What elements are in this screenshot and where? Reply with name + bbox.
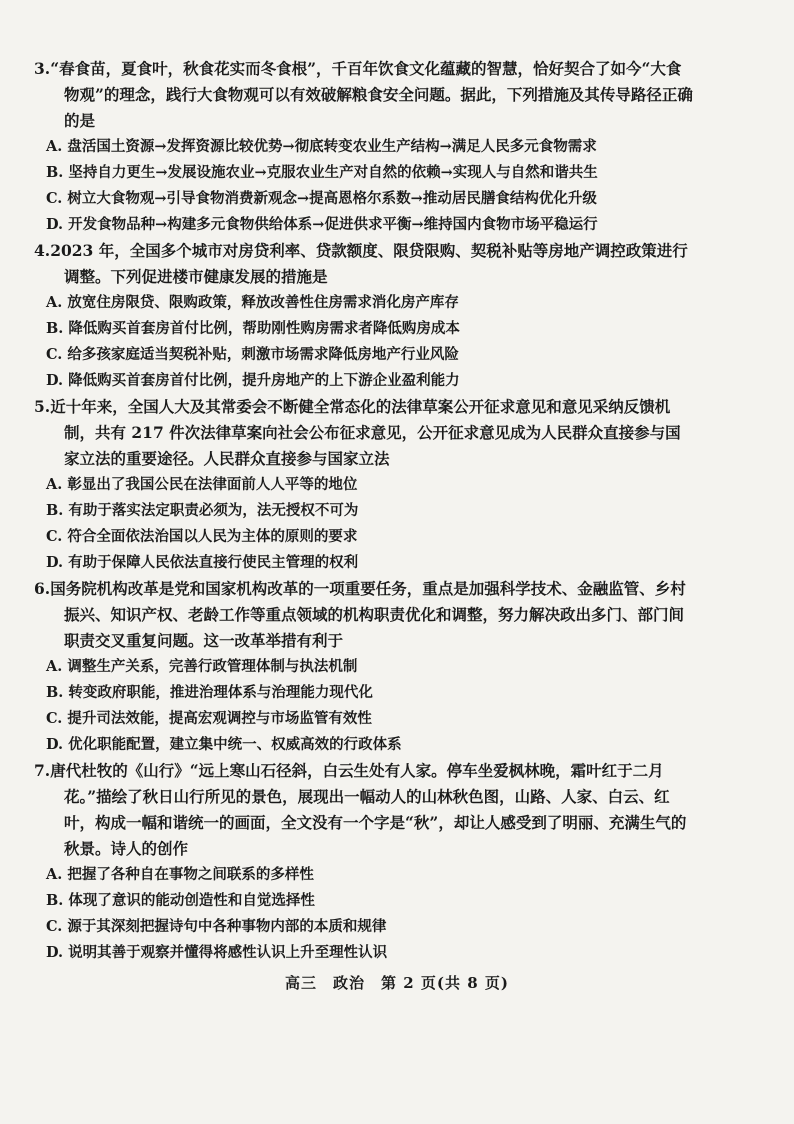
question-4 <box>34 238 694 394</box>
question-number: 3. <box>34 59 51 78</box>
question-number: 6. <box>34 579 51 598</box>
question-3 <box>34 56 694 238</box>
question-5 <box>34 394 694 576</box>
option-c: C. 提升司法效能，提高宏观调控与市场监管有效性 <box>46 710 372 727</box>
option-b: B. 坚持自力更生→发展设施农业→克服农业生产对自然的依赖→实现人与自然和谐共生 <box>46 164 598 181</box>
option-c: C. 源于其深刻把握诗句中各种事物内部的本质和规律 <box>46 918 387 935</box>
option-a: A. 把握了各种自在事物之间联系的多样性 <box>46 866 314 883</box>
question-7 <box>34 758 694 966</box>
question-text: 2023 年，全国多个城市对房贷利率、贷款额度、限贷限购、契税补贴等房地产调控政策进行调整。下列促进楼市健康发展的措施是 <box>50 241 688 286</box>
option-c: C. 树立大食物观→引导食物消费新观念→提高恩格尔系数→推动居民膳食结构优化升级 <box>46 190 597 207</box>
option-d: D. 优化职能配置，建立集中统一、权威高效的行政体系 <box>46 736 402 753</box>
question-stem <box>34 576 694 654</box>
option-b: B. 降低购买首套房首付比例，帮助刚性购房需求者降低购房成本 <box>46 320 460 337</box>
question-stem <box>34 238 694 290</box>
option-b: B. 有助于落实法定职责必须为，法无授权不可为 <box>46 502 359 519</box>
question-number: 4. <box>34 241 51 260</box>
option-c: C. 给多孩家庭适当契税补贴，刺激市场需求降低房地产行业风险 <box>46 346 459 363</box>
question-6 <box>34 576 694 758</box>
question-number: 7. <box>34 761 51 780</box>
question-stem <box>34 758 694 862</box>
page-footer: 高三 政治 第 2 页(共 8 页) <box>285 974 509 992</box>
option-d: D. 有助于保障人民依法直接行使民主管理的权利 <box>46 554 359 571</box>
question-stem <box>34 394 694 472</box>
option-b: B. 体现了意识的能动创造性和自觉选择性 <box>46 892 315 909</box>
option-a: A. 调整生产关系，完善行政管理体制与执法机制 <box>46 658 358 675</box>
option-c: C. 符合全面依法治国以人民为主体的原则的要求 <box>46 528 358 545</box>
question-text: 近十年来，全国人大及其常委会不断健全常态化的法律草案公开征求意见和意见采纳反馈机制，共有 217 件次法律草案向社会公布征求意见，公开征求意见成为人民群众直接参与国家立法的重要途径。人民群众直接参与国家立法 <box>50 397 681 468</box>
option-b: B. 转变政府职能，推进治理体系与治理能力现代化 <box>46 684 373 701</box>
question-text: “春食苗，夏食叶，秋食花实而冬食根”，千百年饮食文化蕴藏的智慧，恰好契合了如今“大食物观”的理念，践行大食物观可以有效破解粮食安全问题。据此，下列措施及其传导路径正确的是 <box>50 59 693 130</box>
option-a: A. 盘活国土资源→发挥资源比较优势→彻底转变农业生产结构→满足人民多元食物需求 <box>46 138 597 155</box>
option-a: A. 彰显出了我国公民在法律面前人人平等的地位 <box>46 476 358 493</box>
option-d: D. 说明其善于观察并懂得将感性认识上升至理性认识 <box>46 944 388 961</box>
option-a: A. 放宽住房限贷、限购政策，释放改善性住房需求消化房产库存 <box>46 294 459 311</box>
question-stem <box>34 56 694 134</box>
question-text: 国务院机构改革是党和国家机构改革的一项重要任务，重点是加强科学技术、金融监管、乡村振兴、知识产权、老龄工作等重点领域的机构职责优化和调整，努力解决政出多门、部门间职责交叉重复问题。这一改革举措有利于 <box>50 579 686 650</box>
question-number: 5. <box>34 397 51 416</box>
option-d: D. 开发食物品种→构建多元食物供给体系→促进供求平衡→维持国内食物市场平稳运行 <box>46 216 598 233</box>
question-text: 唐代杜牧的《山行》“远上寒山石径斜，白云生处有人家。停车坐爱枫林晚，霜叶红于二月花。”描绘了秋日山行所见的景色，展现出一幅动人的山林秋色图，山路、人家、白云、红叶，构成一幅和谐统一的画面，全文没有一个字是“秋”，却让人感受到了明丽、充满生气的秋景。诗人的创作 <box>50 761 687 858</box>
option-d: D. 降低购买首套房首付比例，提升房地产的上下游企业盈利能力 <box>46 372 460 389</box>
